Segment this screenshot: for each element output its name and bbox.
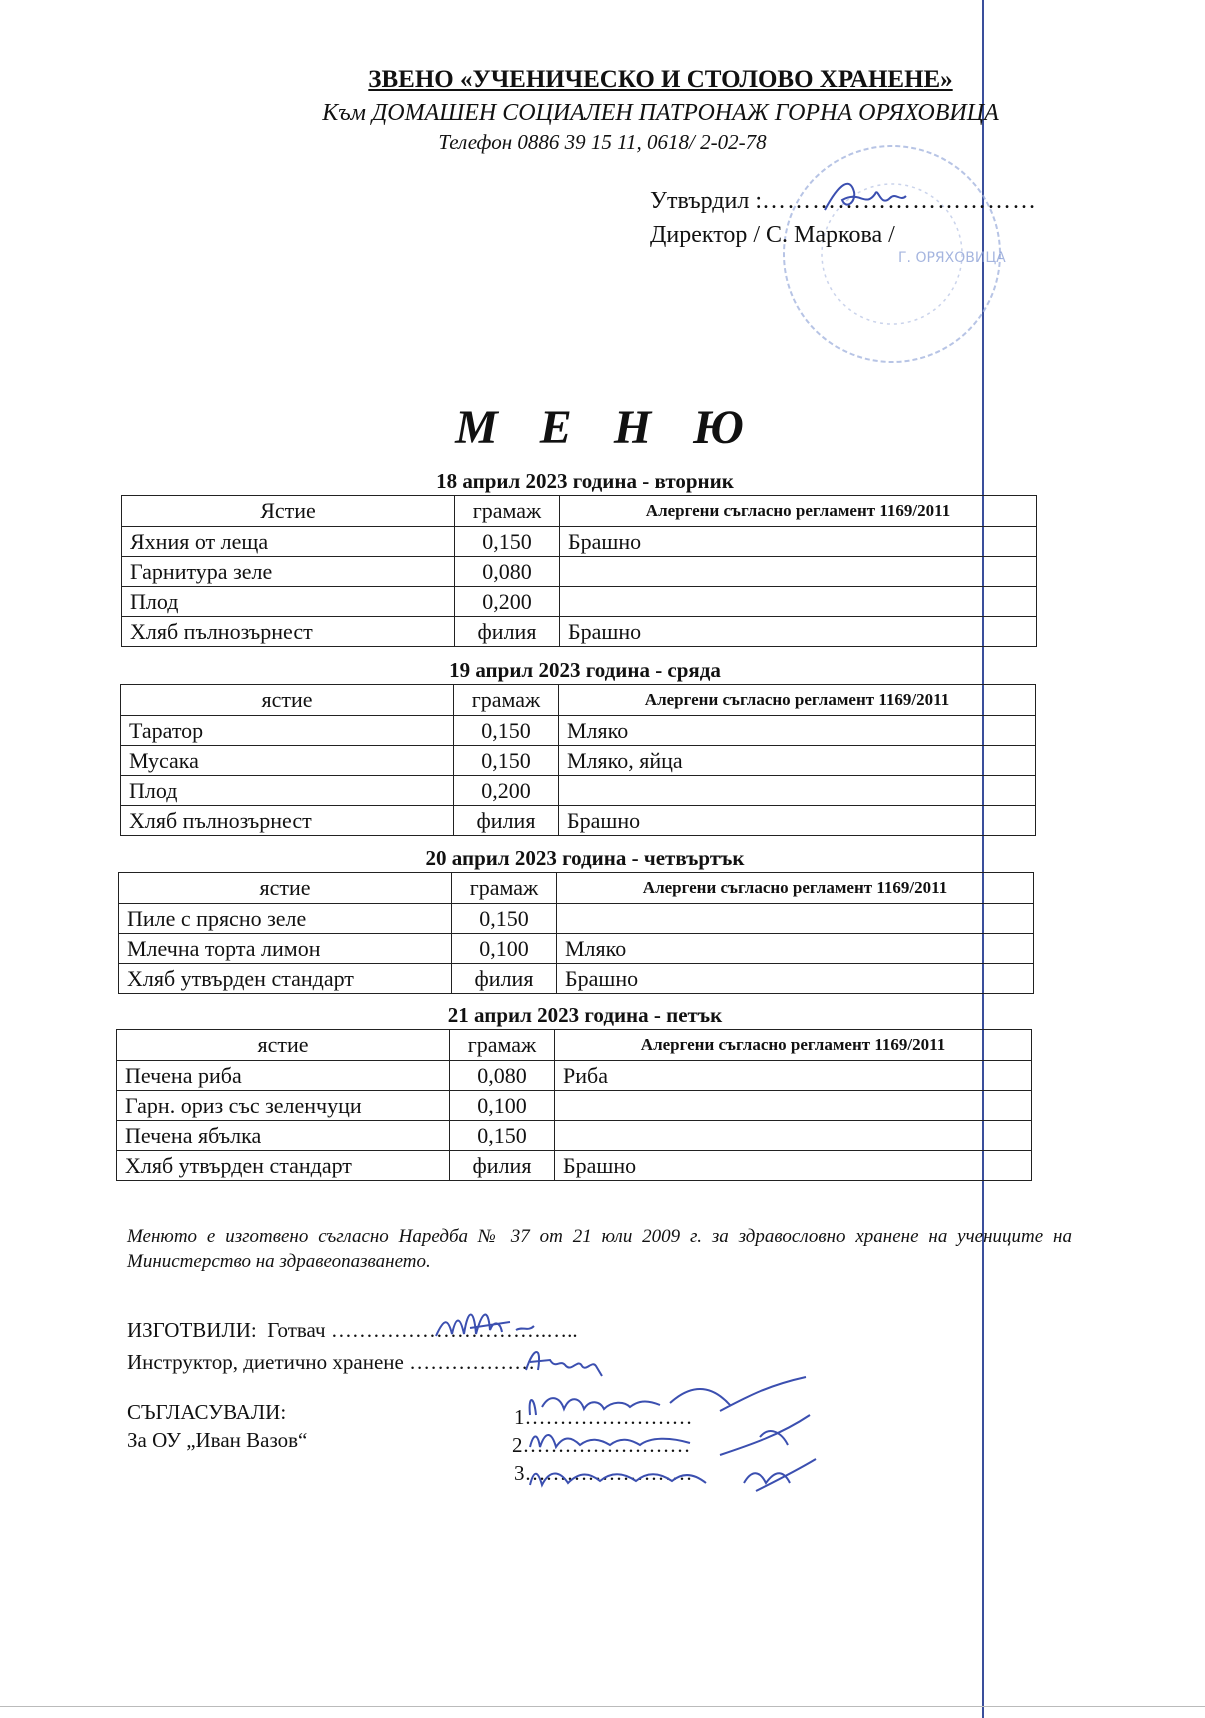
allergens-header: Алергени съгласно регламент 1169/2011 (560, 496, 1037, 527)
agreed-dots: …………………… (524, 1405, 693, 1429)
menu-title: М Е Н Ю (455, 401, 750, 454)
dish-cell: Печена ябълка (117, 1121, 450, 1151)
grams-cell: филия (454, 806, 559, 836)
allergens-cell: Мляко (559, 716, 1036, 746)
menu-table (116, 1029, 1032, 1181)
agreed-number: 1 (514, 1405, 525, 1429)
dish-header: Ястие (122, 496, 455, 527)
org-phone: Телефон 0886 39 15 11, 0618/ 2-02-78 (438, 130, 767, 154)
table-row (122, 587, 1037, 617)
table-header-row (121, 685, 1036, 716)
agreed-number: 3 (514, 1461, 525, 1485)
allergens-cell: Брашно (559, 806, 1036, 836)
menu-table (120, 684, 1036, 836)
allergens-cell: Мляко, яйца (559, 746, 1036, 776)
director-signature (820, 172, 910, 222)
table-row (117, 1091, 1032, 1121)
grams-cell: 0,150 (455, 527, 560, 557)
dish-cell: Печена риба (117, 1061, 450, 1091)
dish-cell: Яхния от леща (122, 527, 455, 557)
director-name: Директор / С. Маркова / (650, 222, 895, 248)
table-header-row (119, 873, 1034, 904)
dish-header: ястие (117, 1030, 450, 1061)
dish-cell: Млечна торта лимон (119, 934, 452, 964)
school-name: За ОУ „Иван Вазов“ (127, 1428, 308, 1452)
allergens-header: Алергени съгласно регламент 1169/2011 (555, 1030, 1032, 1061)
allergens-cell (555, 1091, 1032, 1121)
table-row (117, 1151, 1032, 1181)
allergens-cell: Риба (555, 1061, 1032, 1091)
table-row (117, 1121, 1032, 1151)
dish-header: ястие (119, 873, 452, 904)
grams-header: грамаж (450, 1030, 555, 1061)
instructor-line: Инструктор, диетично хранене ……………… (127, 1350, 536, 1374)
table-row (122, 617, 1037, 647)
day-heading: 18 април 2023 година - вторник (436, 469, 734, 493)
approval-dots: …………………………… (762, 188, 1038, 214)
table-row (119, 934, 1034, 964)
dish-header: ястие (121, 685, 454, 716)
grams-cell: 0,200 (455, 587, 560, 617)
dish-cell: Гарн. ориз със зеленчуци (117, 1091, 450, 1121)
grams-cell: 0,150 (452, 904, 557, 934)
dish-cell: Мусака (121, 746, 454, 776)
allergens-cell (557, 904, 1034, 934)
allergens-header: Алергени съгласно регламент 1169/2011 (559, 685, 1036, 716)
dish-cell: Пиле с прясно зеле (119, 904, 452, 934)
allergens-header: Алергени съгласно регламент 1169/2011 (557, 873, 1034, 904)
allergens-cell: Брашно (555, 1151, 1032, 1181)
day-heading: 20 април 2023 година - четвъртък (425, 846, 745, 870)
page-bottom-edge (0, 1706, 1205, 1707)
dish-cell: Хляб утвърден стандарт (119, 964, 452, 994)
cook-line: Готвач ………………………….….. (267, 1318, 578, 1342)
table-row (117, 1061, 1032, 1091)
table-row (122, 527, 1037, 557)
dish-cell: Хляб пълнозърнест (121, 806, 454, 836)
allergens-cell (555, 1121, 1032, 1151)
allergens-cell: Брашно (557, 964, 1034, 994)
grams-cell: филия (452, 964, 557, 994)
day-heading: 19 април 2023 година - сряда (449, 658, 721, 682)
dish-cell: Таратор (121, 716, 454, 746)
table-row (121, 716, 1036, 746)
grams-cell: 0,200 (454, 776, 559, 806)
grams-cell: 0,100 (452, 934, 557, 964)
dish-cell: Хляб пълнозърнест (122, 617, 455, 647)
agreed-number: 2 (512, 1433, 523, 1457)
regulation-note: Менюто е изготвено съгласно Наредба № 37 от 21 юли 2009 г. за здравословно хранене на учениците на Министерство на здравеопазването. (127, 1226, 1072, 1272)
allergens-cell: Брашно (560, 527, 1037, 557)
grams-header: грамаж (454, 685, 559, 716)
grams-cell: 0,100 (450, 1091, 555, 1121)
allergens-cell (560, 587, 1037, 617)
approval-label: Утвърдил : (650, 188, 763, 214)
table-row (119, 964, 1034, 994)
allergens-cell (560, 557, 1037, 587)
table-row (121, 806, 1036, 836)
menu-table (121, 495, 1037, 647)
table-header-row (117, 1030, 1032, 1061)
table-header-row (122, 496, 1037, 527)
agreed-dots: …………………… (522, 1433, 691, 1457)
allergens-cell: Мляко (557, 934, 1034, 964)
agreed-dots: …………………… (524, 1461, 693, 1485)
table-row (121, 746, 1036, 776)
dish-cell: Плод (122, 587, 455, 617)
grams-header: грамаж (452, 873, 557, 904)
org-title: ЗВЕНО «УЧЕНИЧЕСКО И СТОЛОВО ХРАНЕНЕ» (368, 66, 953, 93)
grams-cell: 0,150 (454, 746, 559, 776)
table-row (121, 776, 1036, 806)
grams-cell: 0,150 (450, 1121, 555, 1151)
grams-header: грамаж (455, 496, 560, 527)
grams-cell: филия (455, 617, 560, 647)
grams-cell: 0,080 (450, 1061, 555, 1091)
agreed-label: СЪГЛАСУВАЛИ: (127, 1400, 287, 1424)
grams-cell: 0,150 (454, 716, 559, 746)
dish-cell: Хляб утвърден стандарт (117, 1151, 450, 1181)
menu-table (118, 872, 1034, 994)
grams-cell: 0,080 (455, 557, 560, 587)
table-row (119, 904, 1034, 934)
allergens-cell (559, 776, 1036, 806)
dish-cell: Плод (121, 776, 454, 806)
day-heading: 21 април 2023 година - петък (447, 1003, 723, 1027)
grams-cell: филия (450, 1151, 555, 1181)
org-subtitle: Към ДОМАШЕН СОЦИАЛЕН ПАТРОНАЖ ГОРНА ОРЯХОВИЦА (322, 100, 999, 126)
dish-cell: Гарнитура зеле (122, 557, 455, 587)
agreement-signatures (520, 1375, 820, 1505)
allergens-cell: Брашно (560, 617, 1037, 647)
prepared-label: ИЗГОТВИЛИ: (127, 1318, 257, 1342)
table-row (122, 557, 1037, 587)
stamp-text: Г. ОРЯХОВИЦА (898, 250, 1006, 266)
